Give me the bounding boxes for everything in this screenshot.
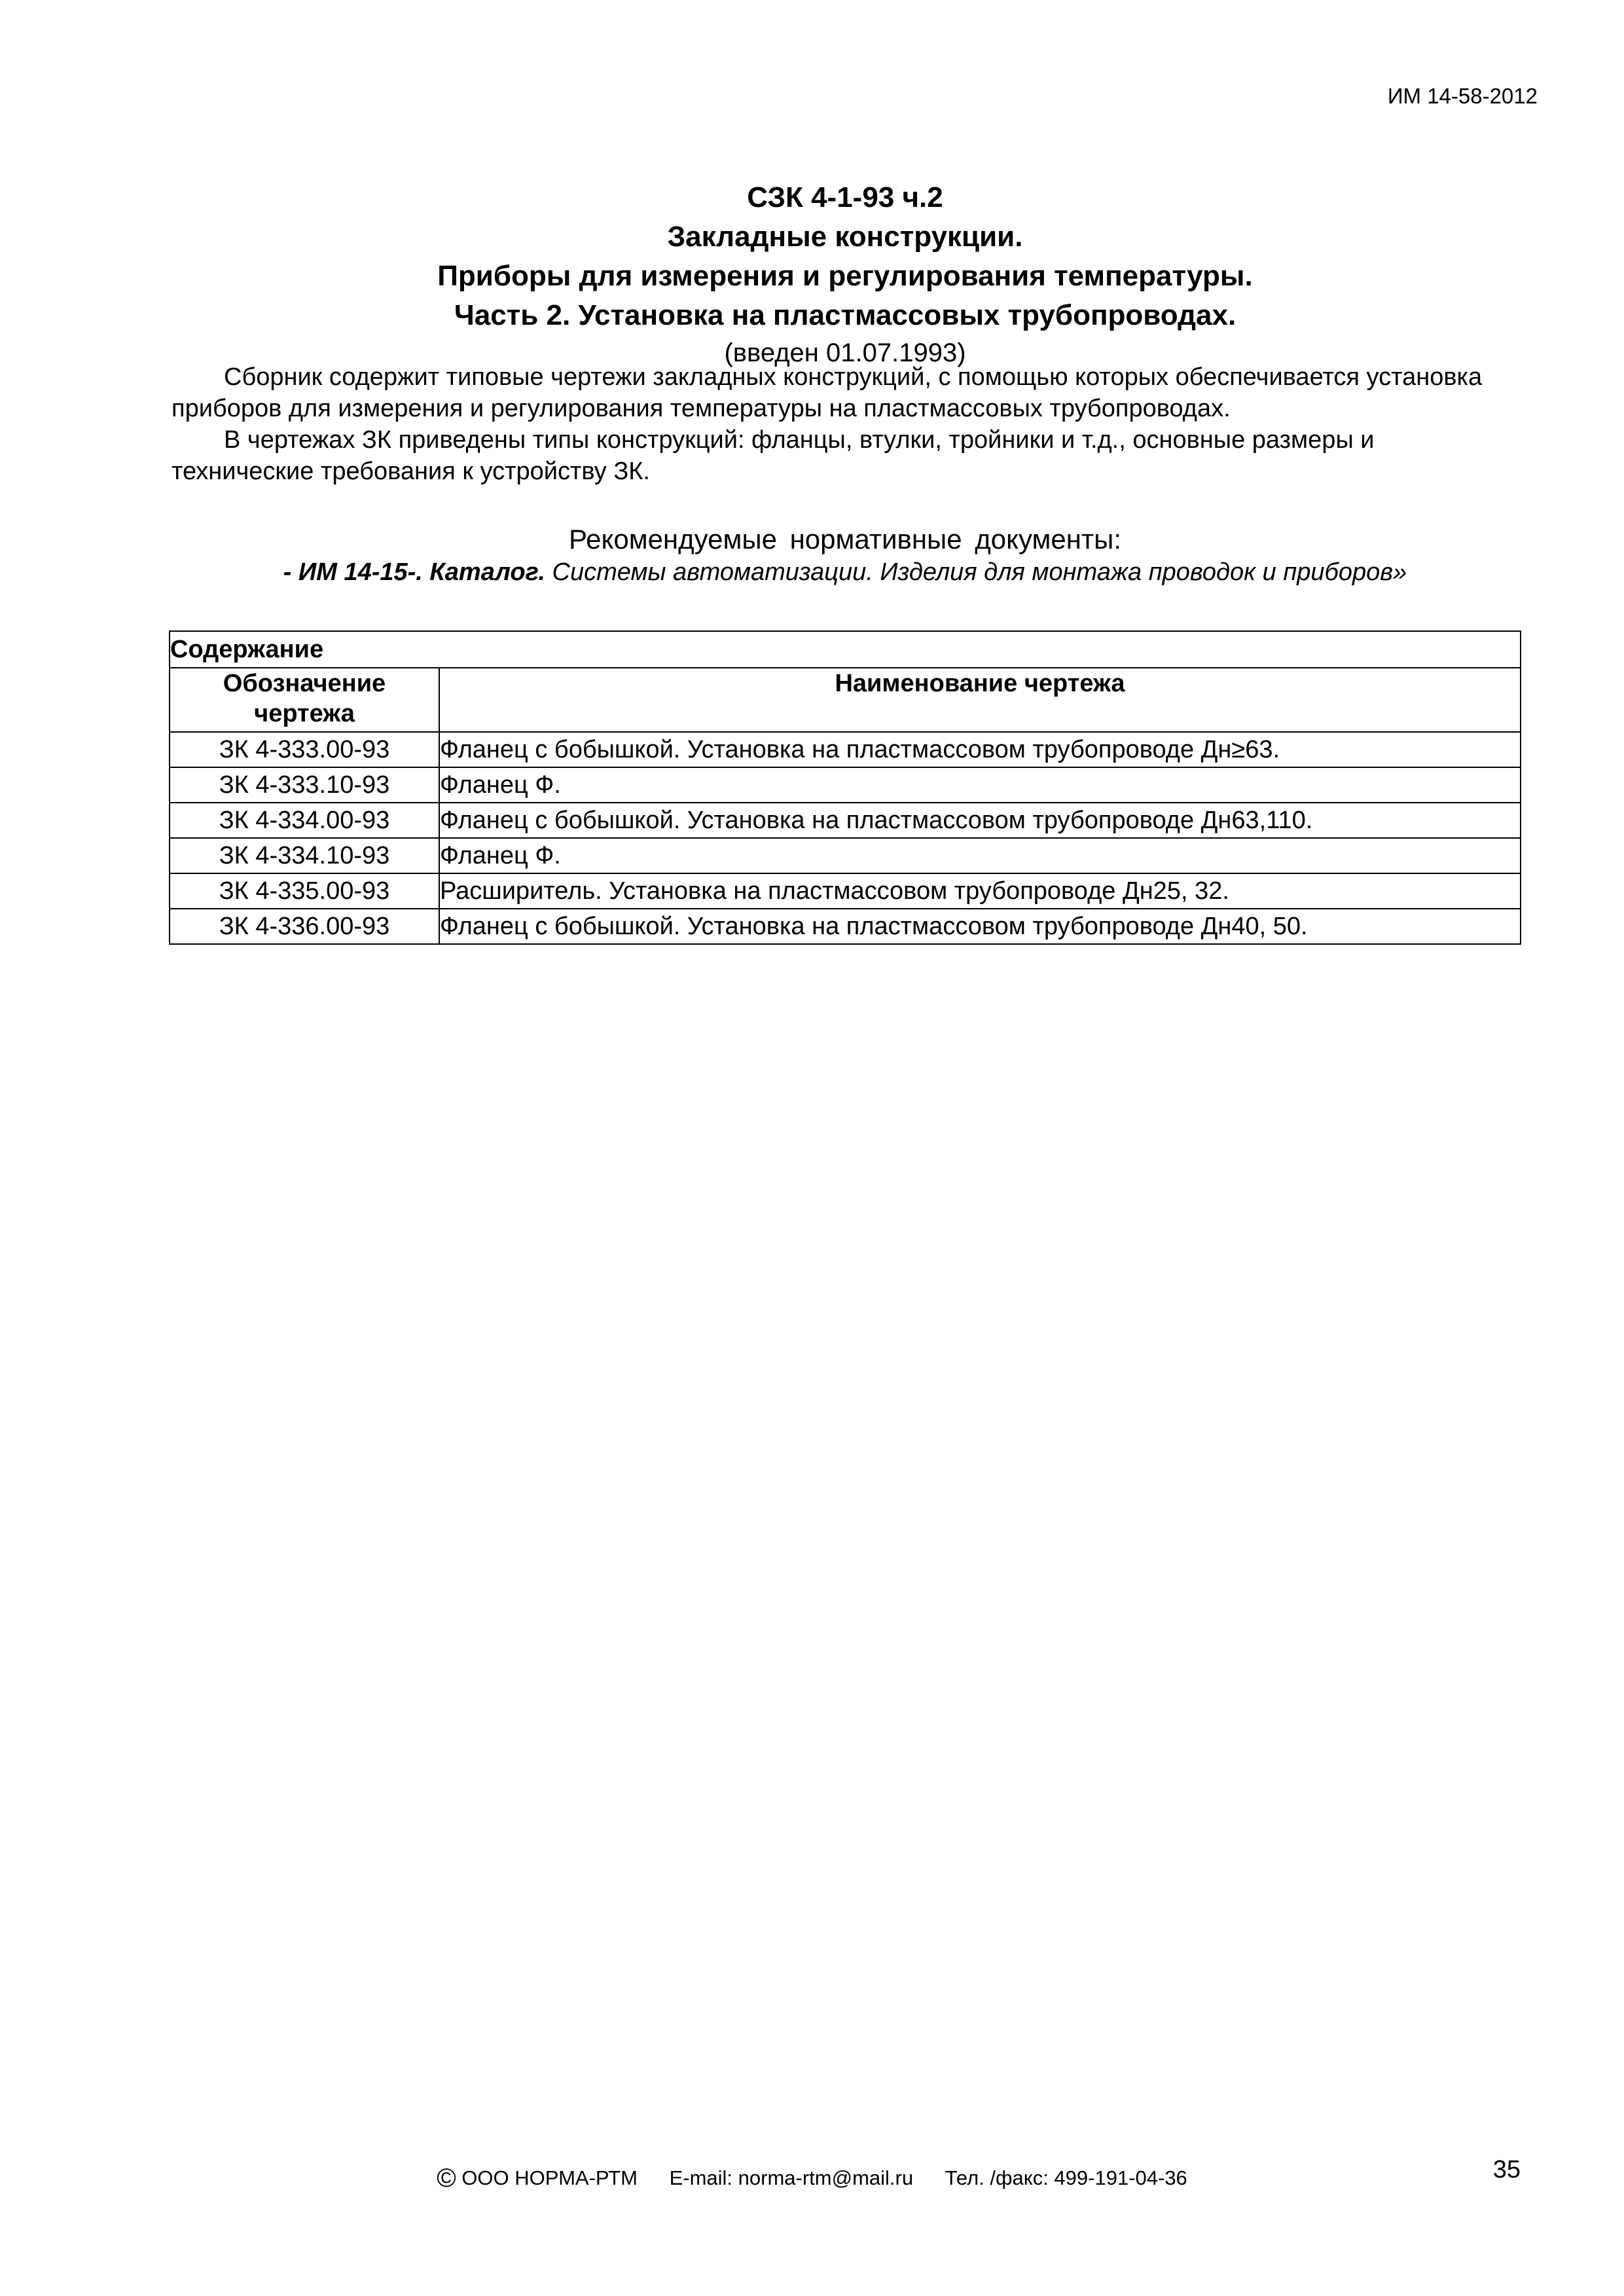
title-line-4: Часть 2. Установка на пластмассовых трубопроводах. [454, 299, 1236, 331]
recommended-item-prefix: - ИМ 14-15-. Каталог. [283, 558, 545, 586]
drawing-name: Фланец с бобышкой. Установка на пластмассовом трубопроводе Дн≥63. [439, 732, 1521, 767]
table-row [170, 732, 1521, 767]
page-number: 35 [1492, 2156, 1521, 2183]
footer [0, 2164, 1624, 2193]
footer-company: ООО НОРМА-РТМ [461, 2166, 638, 2189]
copyright-icon: © [437, 2164, 456, 2193]
recommended-heading: Рекомендуемые нормативные документы: [568, 524, 1122, 555]
document-code: ИМ 14-58-2012 [1387, 84, 1538, 108]
drawing-name: Фланец с бобышкой. Установка на пластмассовом трубопроводе Дн63,110. [439, 803, 1521, 838]
drawing-name: Фланец с бобышкой. Установка на пластмассовом трубопроводе Дн40, 50. [439, 909, 1521, 944]
recommended-item [171, 558, 1519, 587]
drawing-name: Расширитель. Установка на пластмассовом трубопроводе Дн25, 32. [439, 873, 1521, 909]
drawing-name: Фланец Ф. [439, 838, 1521, 873]
drawing-code: ЗК 4-333.00-93 [170, 732, 439, 767]
contents-table [169, 630, 1521, 945]
intro-date: (введен 01.07.1993) [724, 338, 966, 367]
series-title: СЗК 4-1-93 ч.2 [747, 181, 943, 213]
contents-caption: Содержание [170, 631, 1521, 668]
description-paragraph-2: В чертежах ЗК приведены типы конструкций: фланцы, втулки, тройники и т.д., основные размеры и технические требования к устройству ЗК. [171, 426, 1375, 485]
drawing-code: ЗК 4-335.00-93 [170, 873, 439, 909]
title-line-3: Приборы для измерения и регулирования температуры. [437, 260, 1253, 292]
drawing-code: ЗК 4-336.00-93 [170, 909, 439, 944]
drawing-code: ЗК 4-333.10-93 [170, 767, 439, 803]
drawing-name: Фланец Ф. [439, 767, 1521, 803]
title-block [171, 178, 1519, 371]
drawing-code: ЗК 4-334.00-93 [170, 803, 439, 838]
table-row [170, 803, 1521, 838]
drawing-code: ЗК 4-334.10-93 [170, 838, 439, 873]
table-row [170, 838, 1521, 873]
description-paragraph-1: Сборник содержит типовые чертежи закладных конструкций, с помощью которых обеспечивается установка приборов для измерения и регулирования температуры на пластмассовых трубопроводах. [171, 363, 1483, 422]
footer-email: E-mail: norma-rtm@mail.ru [669, 2166, 914, 2189]
table-row [170, 767, 1521, 803]
table-row [170, 909, 1521, 944]
recommended-item-text: Системы автоматизации. Изделия для монтажа проводок и приборов» [545, 558, 1407, 586]
title-line-2: Закладные конструкции. [667, 221, 1023, 253]
table-row [170, 873, 1521, 909]
footer-phone: Тел. /факс: 499-191-04-36 [945, 2166, 1187, 2189]
column-header-name: Наименование чертежа [439, 668, 1521, 732]
column-header-code: Обозначение чертежа [170, 668, 439, 732]
description [171, 361, 1519, 487]
